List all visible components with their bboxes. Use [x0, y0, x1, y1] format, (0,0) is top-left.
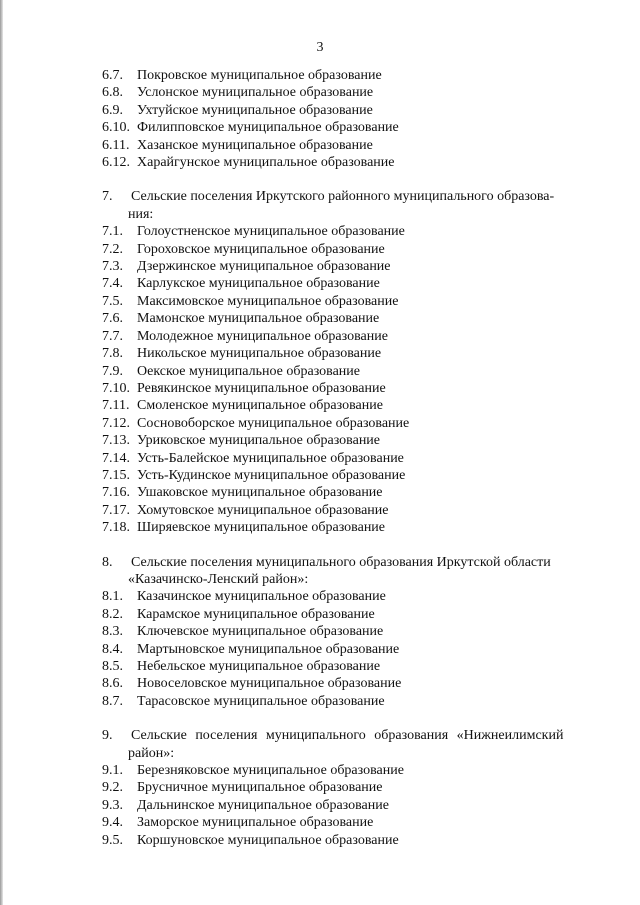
item-text: Мамонское муниципальное образование — [137, 311, 380, 327]
list-item — [102, 223, 592, 240]
item-text: Усть-Балейское муниципальное образование — [137, 450, 404, 466]
item-text: Коршуновское муниципальное образование — [137, 832, 399, 848]
list-item — [102, 102, 592, 119]
list-item — [102, 484, 592, 501]
item-text: Ключевское муниципальное образование — [137, 624, 384, 640]
list-item — [102, 832, 592, 849]
list-item — [102, 345, 592, 362]
item-text: Ширяевское муниципальное образование — [137, 520, 386, 536]
section-heading — [102, 727, 592, 744]
item-text: Карлукское муниципальное образование — [137, 276, 380, 292]
list-item — [102, 519, 592, 536]
item-text: Смоленское муниципальное образование — [137, 398, 383, 414]
item-number: 7.10. — [102, 380, 130, 396]
item-number: 9.2. — [102, 780, 123, 796]
item-number: 7.18. — [102, 520, 130, 536]
section-title-line-1: Сельские поселения Иркутского районного муниципального образова- — [131, 189, 555, 205]
list-item — [102, 397, 592, 414]
section-6-list — [102, 67, 592, 171]
item-number: 8.5. — [102, 659, 123, 674]
spacer — [102, 171, 592, 188]
item-text: Молодежное муниципальное образование — [137, 328, 388, 344]
section-title-line-1: Сельские поселения муниципального образования «Нижнеилимский — [131, 728, 564, 744]
list-item — [102, 641, 592, 658]
list-item — [102, 693, 592, 710]
item-number: 7.3. — [102, 259, 123, 275]
item-number: 6.12. — [102, 155, 130, 171]
section-title-line-2: «Казачинско-Ленский район»: — [128, 571, 309, 587]
item-number: 7.6. — [102, 311, 123, 327]
section-heading-cont — [102, 571, 592, 588]
item-text: Ухтуйское муниципальное образование — [137, 102, 373, 118]
item-number: 7.1. — [102, 224, 123, 240]
list-item — [102, 67, 592, 84]
list-item — [102, 797, 592, 814]
item-number: 7.12. — [102, 415, 130, 431]
section-title-line-2: район»: — [128, 745, 175, 761]
item-number: 7.4. — [102, 276, 123, 292]
section-title-line-2: ния: — [128, 206, 154, 222]
item-number: 8.7. — [102, 693, 123, 709]
section-9 — [102, 727, 592, 849]
section-number: 7. — [102, 189, 113, 205]
section-number: 9. — [102, 728, 113, 744]
item-number: 7.14. — [102, 450, 130, 466]
item-number: 8.1. — [102, 589, 123, 605]
section-heading — [102, 554, 592, 571]
item-text: Брусничное муниципальное образование — [137, 780, 383, 796]
item-number: 9.1. — [102, 763, 123, 779]
list-item — [102, 588, 592, 605]
list-item — [102, 450, 592, 467]
item-number: 8.2. — [102, 606, 123, 622]
list-item — [102, 258, 592, 275]
item-text: Оекское муниципальное образование — [137, 363, 360, 379]
item-number: 7.15. — [102, 467, 130, 483]
item-number: 8.6. — [102, 676, 123, 692]
list-item — [102, 814, 592, 831]
spacer — [102, 710, 592, 727]
item-number: 6.8. — [102, 85, 123, 101]
list-item — [102, 310, 592, 327]
item-number: 7.8. — [102, 346, 123, 362]
item-text: Карамское муниципальное образование — [137, 606, 375, 622]
item-text: Покровское муниципальное образование — [137, 68, 382, 83]
section-title-line-1: Сельские поселения муниципального образования Иркутской области — [131, 554, 551, 570]
section-7 — [102, 188, 592, 536]
item-number: 7.9. — [102, 363, 123, 379]
item-text: Усть-Кудинское муниципальное образование — [137, 467, 406, 483]
list-item — [102, 154, 592, 171]
item-number: 9.3. — [102, 797, 123, 813]
document-body — [102, 67, 592, 849]
item-text: Хомутовское муниципальное образование — [137, 502, 389, 518]
item-text: Филипповское муниципальное образование — [137, 120, 399, 136]
list-item — [102, 606, 592, 623]
item-text: Максимовское муниципальное образование — [137, 293, 399, 309]
list-item — [102, 467, 592, 484]
item-text: Ушаковское муниципальное образование — [137, 485, 383, 501]
list-item — [102, 380, 592, 397]
item-number: 7.13. — [102, 433, 130, 449]
item-text: Услонское муниципальное образование — [137, 85, 374, 101]
item-text: Тарасовское муниципальное образование — [137, 693, 385, 709]
item-text: Харайгунское муниципальное образование — [137, 155, 395, 171]
list-item — [102, 779, 592, 796]
item-text: Березняковское муниципальное образование — [137, 763, 404, 779]
item-number: 7.17. — [102, 502, 130, 518]
list-item — [102, 658, 592, 675]
item-number: 6.9. — [102, 102, 123, 118]
list-item — [102, 432, 592, 449]
list-item — [102, 675, 592, 692]
item-text: Небельское муниципальное образование — [137, 659, 381, 674]
item-text: Сосновоборское муниципальное образование — [137, 415, 410, 431]
item-number: 6.7. — [102, 68, 123, 83]
item-text: Никольское муниципальное образование — [137, 346, 382, 362]
item-number: 8.4. — [102, 641, 123, 657]
item-number: 7.5. — [102, 293, 123, 309]
item-text: Гороховское муниципальное образование — [137, 241, 385, 257]
item-number: 8.3. — [102, 624, 123, 640]
list-item — [102, 623, 592, 640]
item-text: Дзержинское муниципальное образование — [137, 259, 391, 275]
list-item — [102, 363, 592, 380]
list-item — [102, 119, 592, 136]
item-number: 7.2. — [102, 241, 123, 257]
item-number: 6.11. — [102, 137, 130, 153]
item-text: Заморское муниципальное образование — [137, 815, 374, 831]
list-item — [102, 502, 592, 519]
section-number: 8. — [102, 554, 113, 570]
list-item — [102, 275, 592, 292]
section-heading-cont — [102, 206, 592, 223]
item-number: 7.11. — [102, 398, 130, 414]
item-text: Ревякинское муниципальное образование — [137, 380, 386, 396]
list-item — [102, 415, 592, 432]
item-number: 7.7. — [102, 328, 123, 344]
scan-edge — [0, 0, 3, 905]
list-item — [102, 84, 592, 101]
item-number: 9.4. — [102, 815, 123, 831]
item-number: 6.10. — [102, 120, 130, 136]
list-item — [102, 762, 592, 779]
item-number: 9.5. — [102, 832, 123, 848]
list-item — [102, 137, 592, 154]
item-text: Мартыновское муниципальное образование — [137, 641, 400, 657]
spacer — [102, 537, 592, 554]
page-number: 3 — [316, 40, 324, 55]
section-heading-cont — [102, 745, 592, 762]
item-text: Казачинское муниципальное образование — [137, 589, 386, 605]
item-text: Новоселовское муниципальное образование — [137, 676, 402, 692]
section-heading — [102, 188, 592, 205]
list-item — [102, 293, 592, 310]
item-text: Голоустненское муниципальное образование — [137, 224, 405, 240]
item-text: Уриковское муниципальное образование — [137, 433, 381, 449]
list-item — [102, 241, 592, 258]
item-text: Дальнинское муниципальное образование — [137, 797, 389, 813]
item-text: Хазанское муниципальное образование — [137, 137, 373, 153]
item-number: 7.16. — [102, 485, 130, 501]
section-8 — [102, 554, 592, 711]
list-item — [102, 328, 592, 345]
